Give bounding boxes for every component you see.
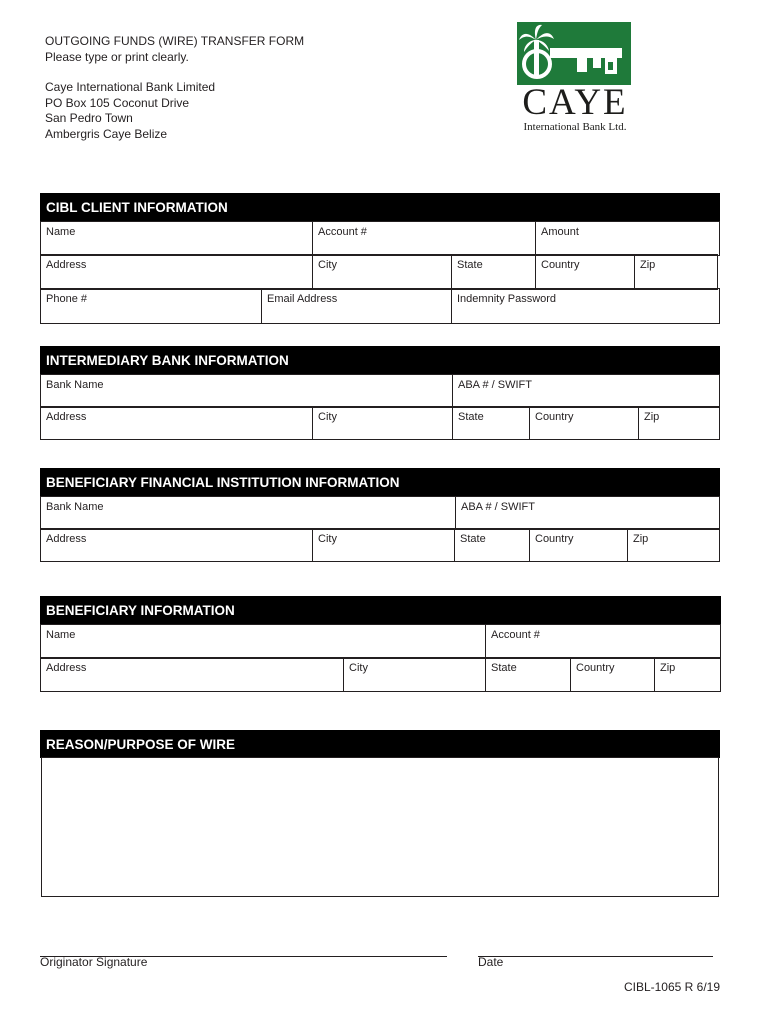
- bank-address-line3: Ambergris Caye Belize: [45, 126, 168, 141]
- client-row-1: [40, 221, 720, 255]
- beneficiary-fi-bank-name-field[interactable]: Bank Name: [40, 496, 456, 530]
- beneficiary-zip-field[interactable]: Zip: [654, 657, 721, 692]
- logo-subtitle: International Bank Ltd.: [523, 121, 627, 133]
- beneficiary-fi-aba-field[interactable]: ABA # / SWIFT: [455, 496, 720, 530]
- logo-wordmark: CAYE: [522, 82, 628, 123]
- client-name-field[interactable]: Name: [40, 221, 313, 256]
- beneficiary-name-field[interactable]: Name: [40, 624, 486, 659]
- client-account-field[interactable]: Account #: [312, 221, 536, 256]
- reason-textarea[interactable]: [41, 757, 719, 897]
- beneficiary-fi-address-field[interactable]: Address: [40, 528, 313, 562]
- beneficiary-account-field[interactable]: Account #: [485, 624, 721, 659]
- beneficiary-address-field[interactable]: Address: [40, 657, 344, 692]
- client-amount-field[interactable]: Amount: [535, 221, 720, 256]
- client-zip-field[interactable]: Zip: [634, 254, 718, 290]
- beneficiary-fi-city-field[interactable]: City: [312, 528, 455, 562]
- section-title-intermediary: INTERMEDIARY BANK INFORMATION: [40, 346, 720, 374]
- client-country-field[interactable]: Country: [535, 254, 635, 290]
- client-indemnity-password-field[interactable]: Indemnity Password: [451, 288, 720, 324]
- client-row-2: [40, 254, 720, 289]
- beneficiary-row-2: [40, 657, 721, 691]
- beneficiary-state-field[interactable]: State: [485, 657, 571, 692]
- beneficiary-fi-state-field[interactable]: State: [454, 528, 530, 562]
- intermediary-zip-field[interactable]: Zip: [638, 406, 720, 440]
- caye-logo: [515, 22, 635, 134]
- intermediary-row-1: [40, 374, 720, 407]
- section-title-beneficiary-fi: BENEFICIARY FINANCIAL INSTITUTION INFORMATION: [40, 468, 720, 496]
- section-title-reason: REASON/PURPOSE OF WIRE: [40, 730, 720, 758]
- intermediary-address-field[interactable]: Address: [40, 406, 313, 440]
- bank-address-line1: PO Box 105 Coconut Drive: [45, 95, 190, 110]
- client-state-field[interactable]: State: [451, 254, 536, 290]
- beneficiary-fi-row-1: [40, 496, 720, 529]
- intermediary-city-field[interactable]: City: [312, 406, 453, 440]
- date-label: Date: [478, 955, 504, 969]
- form-instruction: Please type or print clearly.: [45, 49, 189, 64]
- section-title-beneficiary: BENEFICIARY INFORMATION: [40, 596, 721, 624]
- form-title: OUTGOING FUNDS (WIRE) TRANSFER FORM: [45, 34, 305, 48]
- section-title-client: CIBL CLIENT INFORMATION: [40, 193, 720, 221]
- intermediary-country-field[interactable]: Country: [529, 406, 639, 440]
- key-palm-icon: [517, 22, 631, 85]
- client-phone-field[interactable]: Phone #: [40, 288, 262, 324]
- intermediary-row-2: [40, 406, 720, 439]
- client-row-3: [40, 288, 720, 323]
- beneficiary-fi-country-field[interactable]: Country: [529, 528, 628, 562]
- client-email-field[interactable]: Email Address: [261, 288, 452, 324]
- form-code: CIBL-1065 R 6/19: [623, 980, 720, 994]
- intermediary-aba-field[interactable]: ABA # / SWIFT: [452, 374, 720, 408]
- beneficiary-fi-row-2: [40, 528, 720, 561]
- form-header: [45, 34, 304, 142]
- intermediary-bank-name-field[interactable]: Bank Name: [40, 374, 453, 408]
- bank-name: Caye International Bank Limited: [45, 80, 216, 94]
- beneficiary-city-field[interactable]: City: [343, 657, 486, 692]
- signature-label: Originator Signature: [40, 955, 148, 969]
- beneficiary-row-1: [40, 624, 721, 658]
- beneficiary-fi-zip-field[interactable]: Zip: [627, 528, 720, 562]
- client-address-field[interactable]: Address: [40, 254, 313, 290]
- date-line[interactable]: [478, 956, 713, 957]
- beneficiary-country-field[interactable]: Country: [570, 657, 655, 692]
- client-city-field[interactable]: City: [312, 254, 452, 290]
- intermediary-state-field[interactable]: State: [452, 406, 530, 440]
- bank-address-line2: San Pedro Town: [45, 111, 133, 125]
